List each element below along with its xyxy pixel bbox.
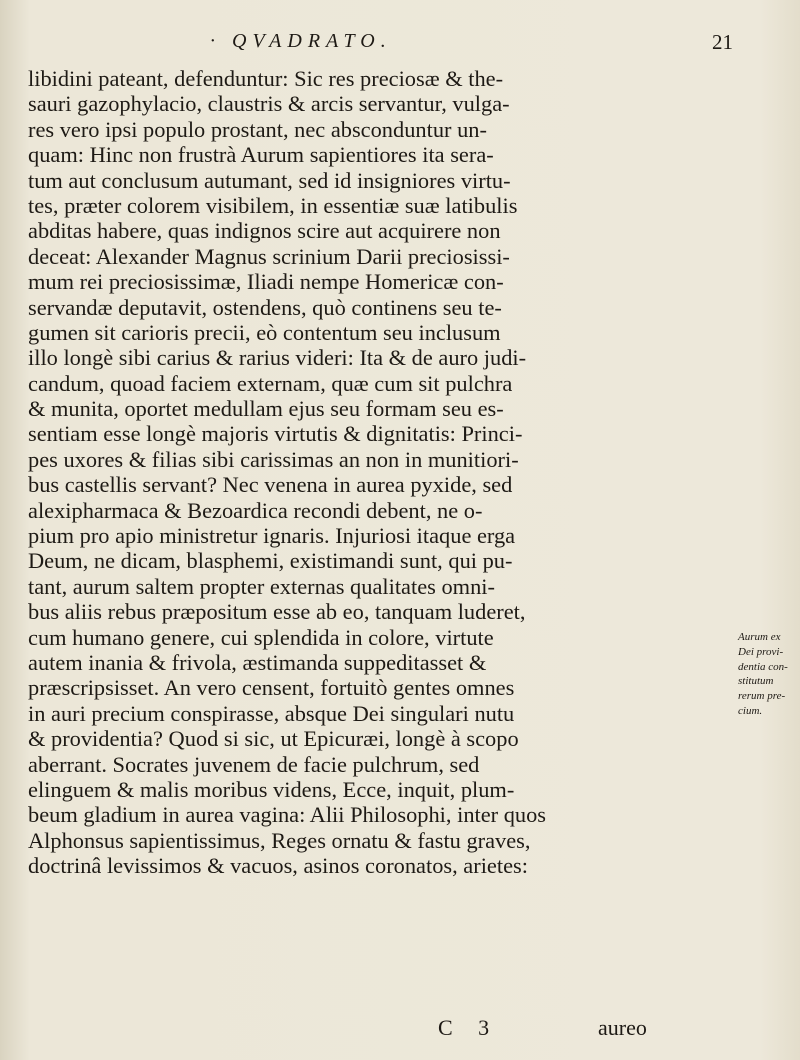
margin-note-line: dentia con- [738, 660, 788, 673]
text-line: quam: Hinc non frustrà Aurum sapientiores ita sera- [28, 142, 494, 168]
text-line: bus castellis servant? Nec venena in aurea pyxide, sed [28, 472, 513, 498]
margin-note-line: stitutum [738, 675, 774, 688]
text-line: tant, aurum saltem propter externas qualitates omni- [28, 573, 495, 599]
text-line: libidini pateant, defenduntur: Sic res preciosæ & the- [28, 66, 504, 91]
text-line: Deum, ne dicam, blasphemi, existimandi sunt, qui pu- [28, 548, 513, 574]
text-line: alexipharmaca & Bezoardica recondi debent, ne o- [28, 497, 483, 523]
text-line: bus aliis rebus præpositum esse ab eo, tanquam luderet, [28, 599, 526, 625]
text-line: & munita, oportet medullam ejus seu formam seu es- [28, 396, 504, 422]
text-line: beum gladium in aurea vagina: Alii Philosophi, inter quos [28, 802, 547, 828]
text-line: abditas habere, quas indignos scire aut acquirere non [28, 218, 501, 244]
text-line: sentiam esse longè majoris virtutis & dignitatis: Princi- [28, 421, 523, 447]
text-line: doctrinâ levissimos & vacuos, asinos coronatos, arietes: [28, 853, 528, 879]
text-line: autem inania & frivola, æstimanda suppeditasset & [28, 649, 487, 675]
page-number: 21 [712, 30, 733, 54]
text-line: pium pro apio ministretur ignaris. Injuriosi itaque erga [28, 523, 516, 549]
text-line: tum aut conclusum autumant, sed id insigniores virtu- [28, 167, 511, 193]
text-line: in auri precium conspirasse, absque Dei singulari nutu [28, 700, 515, 726]
margin-note-line: Aurum ex [738, 631, 781, 643]
text-line: illo longè sibi carius & rarius videri: Ita & de auro judi- [28, 345, 527, 371]
text-line: gumen sit carioris precii, eò contentum seu inclusum [28, 319, 501, 345]
margin-note [738, 630, 798, 719]
body-text [28, 66, 732, 879]
text-line: aberrant. Socrates juvenem de facie pulchrum, sed [28, 751, 480, 777]
text-line: & providentia? Quod si sic, ut Epicuræi, longè à scopo [28, 726, 519, 752]
catchword: aureo [598, 1015, 647, 1040]
text-line: Alphonsus sapientissimus, Reges ornatu & fastu graves, [28, 827, 531, 853]
text-line: res vero ipsi populo prostant, nec absconduntur un- [28, 116, 487, 142]
margin-note-line: Dei provi- [738, 645, 784, 658]
text-line: deceat: Alexander Magnus scrinium Darii preciosissi- [28, 243, 510, 269]
text-line: candum, quoad faciem externam, quæ cum sit pulchra [28, 370, 513, 396]
signature-mark: C 3 [438, 1015, 500, 1040]
text-line: pes uxores & filias sibi carissimas an non in munitiori- [28, 446, 519, 472]
margin-note-line: cium. [738, 704, 763, 717]
margin-note-line: rerum pre- [738, 690, 786, 703]
text-line: mum rei preciosissimæ, Iliadi nempe Homericæ con- [28, 269, 504, 295]
text-line: elinguem & malis moribus videns, Ecce, inquit, plum- [28, 776, 515, 802]
text-line: tes, præter colorem visibilem, in essentiæ suæ latibulis [28, 192, 518, 218]
text-line: sauri gazophylacio, claustris & arcis servantur, vulga- [28, 91, 510, 117]
running-head: · QVADRATO. [210, 30, 392, 52]
text-line: cum humano genere, cui splendida in colore, virtute [28, 624, 494, 650]
text-line: servandæ deputavit, ostendens, quò continens seu te- [28, 294, 502, 320]
text-line: præscripsisset. An vero censent, fortuitò gentes omnes [28, 675, 515, 701]
